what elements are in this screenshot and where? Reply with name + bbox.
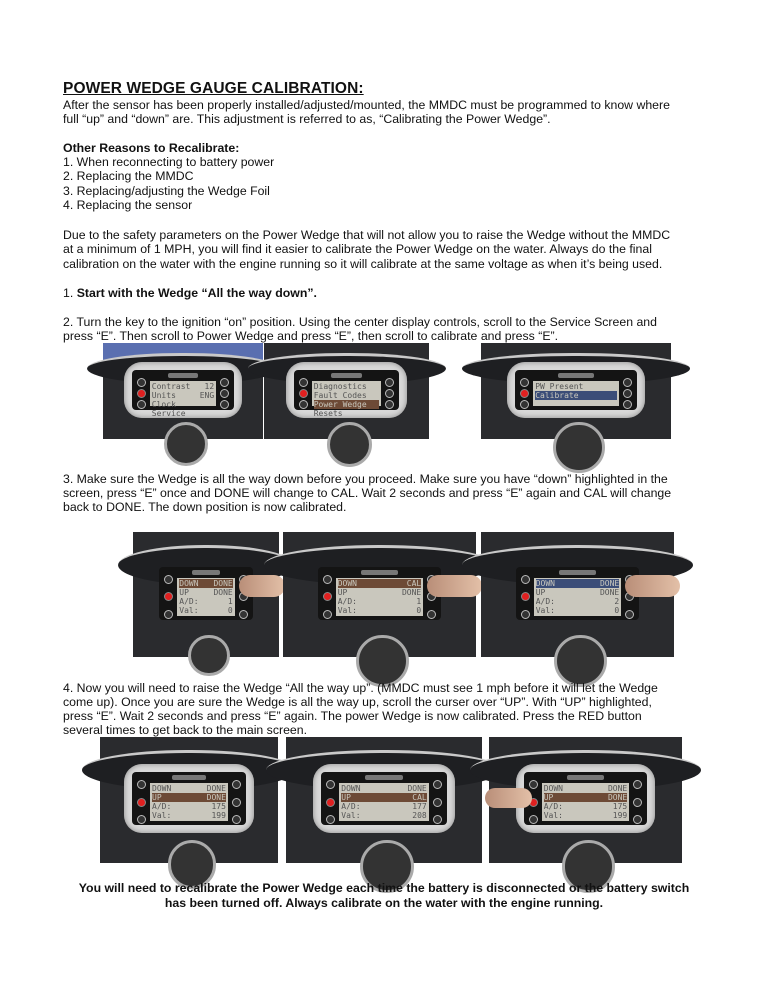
lcd-label: A/D: xyxy=(535,597,555,606)
lcd-line xyxy=(152,784,226,793)
gauge xyxy=(164,422,208,466)
lcd-label: DOWN xyxy=(179,579,199,588)
lcd-line xyxy=(341,811,426,820)
lcd-line xyxy=(314,400,380,409)
right-nav-button xyxy=(623,400,632,409)
lcd-line xyxy=(179,588,232,597)
lcd-value: DONE xyxy=(213,588,233,597)
lcd-label: Val: xyxy=(341,811,361,821)
lcd-label: A/D: xyxy=(179,597,199,606)
safety-line: at a minimum of 1 MPH, you will find it easier to calibrate the Power Wedge on the water. Always do the final xyxy=(63,242,652,256)
lcd-line xyxy=(536,597,620,606)
mmdc-display-photo xyxy=(264,343,429,439)
lcd-line xyxy=(152,400,214,409)
gauge xyxy=(554,635,606,687)
gauge xyxy=(327,422,373,468)
lcd-value: 2 xyxy=(614,597,620,606)
right-nav-button xyxy=(625,610,634,619)
lcd-value: 199 xyxy=(211,811,226,821)
right-nav-button xyxy=(623,378,632,387)
lcd-line xyxy=(536,579,620,588)
intro-line-1: After the sensor has been properly installed/adjusted/mounted, the MMDC must be programmed to know where xyxy=(63,98,670,112)
step-4-line: 4. Now you will need to raise the Wedge “All the way up”. (MMDC must see 1 mph before it will let the Wedge xyxy=(63,681,658,695)
finger xyxy=(625,575,680,597)
lcd-label: A/D: xyxy=(543,802,563,812)
lcd-screen xyxy=(533,381,619,406)
lcd-line xyxy=(341,793,426,802)
nav-button xyxy=(299,400,308,409)
mmdc-display-photo xyxy=(481,343,671,439)
lcd-label: DOWN xyxy=(337,579,357,588)
lcd-line xyxy=(152,811,226,820)
lcd-label: UP xyxy=(535,588,546,597)
lcd-value: DONE xyxy=(607,793,628,803)
lcd-value: 0 xyxy=(416,606,422,615)
lcd-line xyxy=(152,802,226,811)
step-4-line: press “E”. Wait 2 seconds and press “E” again. The power Wedge is now calibrated. Press the RED button xyxy=(63,709,642,723)
red-back-button xyxy=(326,798,335,807)
lcd-label: UP xyxy=(179,588,189,597)
lcd-label: A/D: xyxy=(152,802,172,812)
red-back-button xyxy=(323,592,332,601)
step-1 xyxy=(63,286,317,301)
lcd-line xyxy=(152,793,226,802)
lcd-value: 1 xyxy=(416,597,422,606)
mmdc-display-photo xyxy=(100,737,278,863)
lcd-label: Val: xyxy=(337,606,357,615)
lcd-value: ENG xyxy=(199,390,215,400)
lcd-label: Resets xyxy=(313,408,343,418)
step-1-text: Start with the Wedge “All the way down”. xyxy=(76,286,317,300)
safety-line: Due to the safety parameters on the Power Wedge that will not allow you to raise the Wedge without the MMDC xyxy=(63,228,671,242)
lcd-label: PW Present xyxy=(535,381,584,391)
lcd-screen xyxy=(150,783,228,821)
lcd-screen xyxy=(339,783,428,821)
lcd-screen xyxy=(534,578,622,616)
right-nav-button xyxy=(239,610,248,619)
safety-line: calibration on the water with the engine running so it will calibrate at the same voltage as when it’s being used. xyxy=(63,257,663,271)
malibu-logo xyxy=(559,570,596,575)
lcd-line xyxy=(152,382,214,391)
lcd-label: Power Wedge xyxy=(313,399,367,409)
lcd-label: UP xyxy=(337,588,348,597)
lcd-screen xyxy=(312,381,382,418)
step-4-line: come up). Once you are sure the Wedge is all the way up, scroll the curser over “UP”. With “UP” highlighted, xyxy=(63,695,652,709)
reason-item: 1. When reconnecting to battery power xyxy=(63,155,275,169)
nav-button xyxy=(164,610,173,619)
right-nav-button xyxy=(427,610,436,619)
lcd-value: DONE xyxy=(599,579,620,588)
reason-item: 4. Replacing the sensor xyxy=(63,198,193,212)
malibu-logo xyxy=(567,775,604,780)
lcd-line xyxy=(314,391,380,400)
nav-button xyxy=(323,610,332,619)
malibu-logo xyxy=(168,373,199,378)
lcd-value: DONE xyxy=(607,784,628,794)
reason-item: 3. Replacing/adjusting the Wedge Foil xyxy=(63,184,270,198)
lcd-value: 0 xyxy=(227,606,233,615)
step-3-line: screen, press “E” once and DONE will change to CAL. Wait 2 seconds and press “E” again and CAL will change xyxy=(63,486,672,500)
lcd-label: A/D: xyxy=(337,597,357,606)
lcd-value: CAL xyxy=(406,579,422,588)
lcd-line xyxy=(544,784,628,793)
lcd-value: 12 xyxy=(204,381,215,391)
right-nav-button xyxy=(433,780,442,789)
finger xyxy=(485,788,532,808)
nav-button xyxy=(521,575,530,584)
lcd-value: DONE xyxy=(213,579,233,588)
malibu-logo xyxy=(365,775,403,780)
nav-button xyxy=(137,378,146,387)
lcd-label: DOWN xyxy=(535,579,555,588)
lcd-label: Diagnostics xyxy=(313,381,367,391)
lcd-line xyxy=(535,391,617,400)
mmdc-display-photo xyxy=(103,343,263,439)
lcd-label: Val: xyxy=(179,606,199,615)
right-nav-button xyxy=(633,798,642,807)
malibu-logo xyxy=(192,570,220,575)
red-back-button xyxy=(299,389,308,398)
page-title: POWER WEDGE GAUGE CALIBRATION: xyxy=(63,80,364,97)
lcd-label: DOWN xyxy=(543,784,563,794)
lcd-screen xyxy=(542,783,630,821)
finger xyxy=(239,575,285,597)
malibu-logo xyxy=(331,373,363,378)
lcd-label: Units xyxy=(151,390,176,400)
lcd-line xyxy=(536,606,620,615)
finger xyxy=(427,575,482,597)
reasons-heading: Other Reasons to Recalibrate: xyxy=(63,141,240,155)
right-nav-button xyxy=(433,815,442,824)
lcd-line xyxy=(341,784,426,793)
lcd-value: 175 xyxy=(211,802,226,812)
lcd-line xyxy=(535,382,617,391)
nav-button xyxy=(323,575,332,584)
lcd-value: DONE xyxy=(407,784,427,794)
lcd-label: Fault Codes xyxy=(313,390,367,400)
step-4-line: several times to get back to the main screen. xyxy=(63,723,308,737)
lcd-label: Val: xyxy=(535,606,555,615)
lcd-label: UP xyxy=(152,793,162,803)
lcd-line xyxy=(544,802,628,811)
red-back-button xyxy=(137,389,146,398)
gauge xyxy=(188,635,229,676)
malibu-logo xyxy=(172,775,206,780)
lcd-line xyxy=(152,391,214,400)
footer-note-line: You will need to recalibrate the Power Wedge each time the battery is disconnected or the battery switch xyxy=(78,881,690,895)
lcd-line xyxy=(314,382,380,391)
lcd-value: 177 xyxy=(412,802,427,812)
lcd-value: 1 xyxy=(227,597,233,606)
lcd-line xyxy=(179,579,232,588)
lcd-value: CAL xyxy=(412,793,427,803)
lcd-line xyxy=(338,579,422,588)
lcd-line xyxy=(544,811,628,820)
nav-button xyxy=(521,610,530,619)
nav-button xyxy=(299,378,308,387)
lcd-line xyxy=(179,606,232,615)
right-nav-button xyxy=(232,798,241,807)
nav-button xyxy=(137,400,146,409)
nav-button xyxy=(520,378,529,387)
lcd-line xyxy=(544,793,628,802)
malibu-logo xyxy=(361,570,398,575)
footer-note-line: has been turned off. Always calibrate on the water with the engine running. xyxy=(164,896,604,910)
right-nav-button xyxy=(433,798,442,807)
right-nav-button xyxy=(220,378,229,387)
lcd-line xyxy=(152,409,214,418)
lcd-line xyxy=(338,597,422,606)
lcd-label: Service xyxy=(151,408,186,418)
mmdc-display-photo xyxy=(286,737,482,863)
lcd-value: DONE xyxy=(401,588,422,597)
lcd-value: DONE xyxy=(206,784,226,794)
nav-button xyxy=(529,780,538,789)
gauge xyxy=(553,422,605,474)
lcd-label: Val: xyxy=(152,811,172,821)
lcd-screen xyxy=(150,381,216,418)
lcd-screen xyxy=(177,578,234,616)
lcd-screen xyxy=(336,578,424,616)
lcd-label: Val: xyxy=(543,811,563,821)
step-2-line: 2. Turn the key to the ignition “on” position. Using the center display controls, scroll to the Service Screen and xyxy=(63,315,657,329)
mmdc-display-photo xyxy=(283,532,476,657)
red-back-button xyxy=(137,798,146,807)
lcd-label: DOWN xyxy=(341,784,361,794)
lcd-value: 208 xyxy=(412,811,427,821)
right-nav-button xyxy=(623,389,632,398)
step-2-line: press “E”. Then scroll to Power Wedge and press “E”, then scroll to calibrate and press “E”. xyxy=(63,329,559,343)
lcd-line xyxy=(341,802,426,811)
lcd-value: 0 xyxy=(614,606,620,615)
lcd-line xyxy=(314,409,380,418)
lcd-line xyxy=(338,588,422,597)
lcd-value: DONE xyxy=(206,793,226,803)
step-3-line: back to DONE. The down position is now calibrated. xyxy=(63,500,347,514)
malibu-logo xyxy=(558,373,594,378)
lcd-line xyxy=(179,597,232,606)
reason-item: 2. Replacing the MMDC xyxy=(63,169,194,183)
step-1-number: 1. xyxy=(63,286,77,300)
lcd-line xyxy=(536,588,620,597)
lcd-label: A/D: xyxy=(341,802,361,812)
lcd-label: UP xyxy=(341,793,351,803)
lcd-label: UP xyxy=(543,793,554,803)
lcd-label: Clock xyxy=(151,399,176,409)
red-back-button xyxy=(521,592,530,601)
mmdc-display-photo xyxy=(481,532,674,657)
lcd-label: DOWN xyxy=(152,784,172,794)
mmdc-display-photo xyxy=(133,532,279,657)
lcd-label: Calibrate xyxy=(535,390,579,400)
intro-line-2: full “up” and “down” are. This adjustment is referred to as, “Calibrating the Power Wedge”. xyxy=(63,112,551,126)
mmdc-display-photo xyxy=(489,737,682,863)
step-3-line: 3. Make sure the Wedge is all the way down before you proceed. Make sure you have “down” highlighted in the xyxy=(63,472,668,486)
lcd-value: DONE xyxy=(599,588,620,597)
lcd-value: 175 xyxy=(612,802,628,812)
lcd-line xyxy=(338,606,422,615)
lcd-label: Contrast xyxy=(151,381,191,391)
nav-button xyxy=(529,815,538,824)
lcd-value: 199 xyxy=(612,811,628,821)
gauge xyxy=(356,635,408,687)
